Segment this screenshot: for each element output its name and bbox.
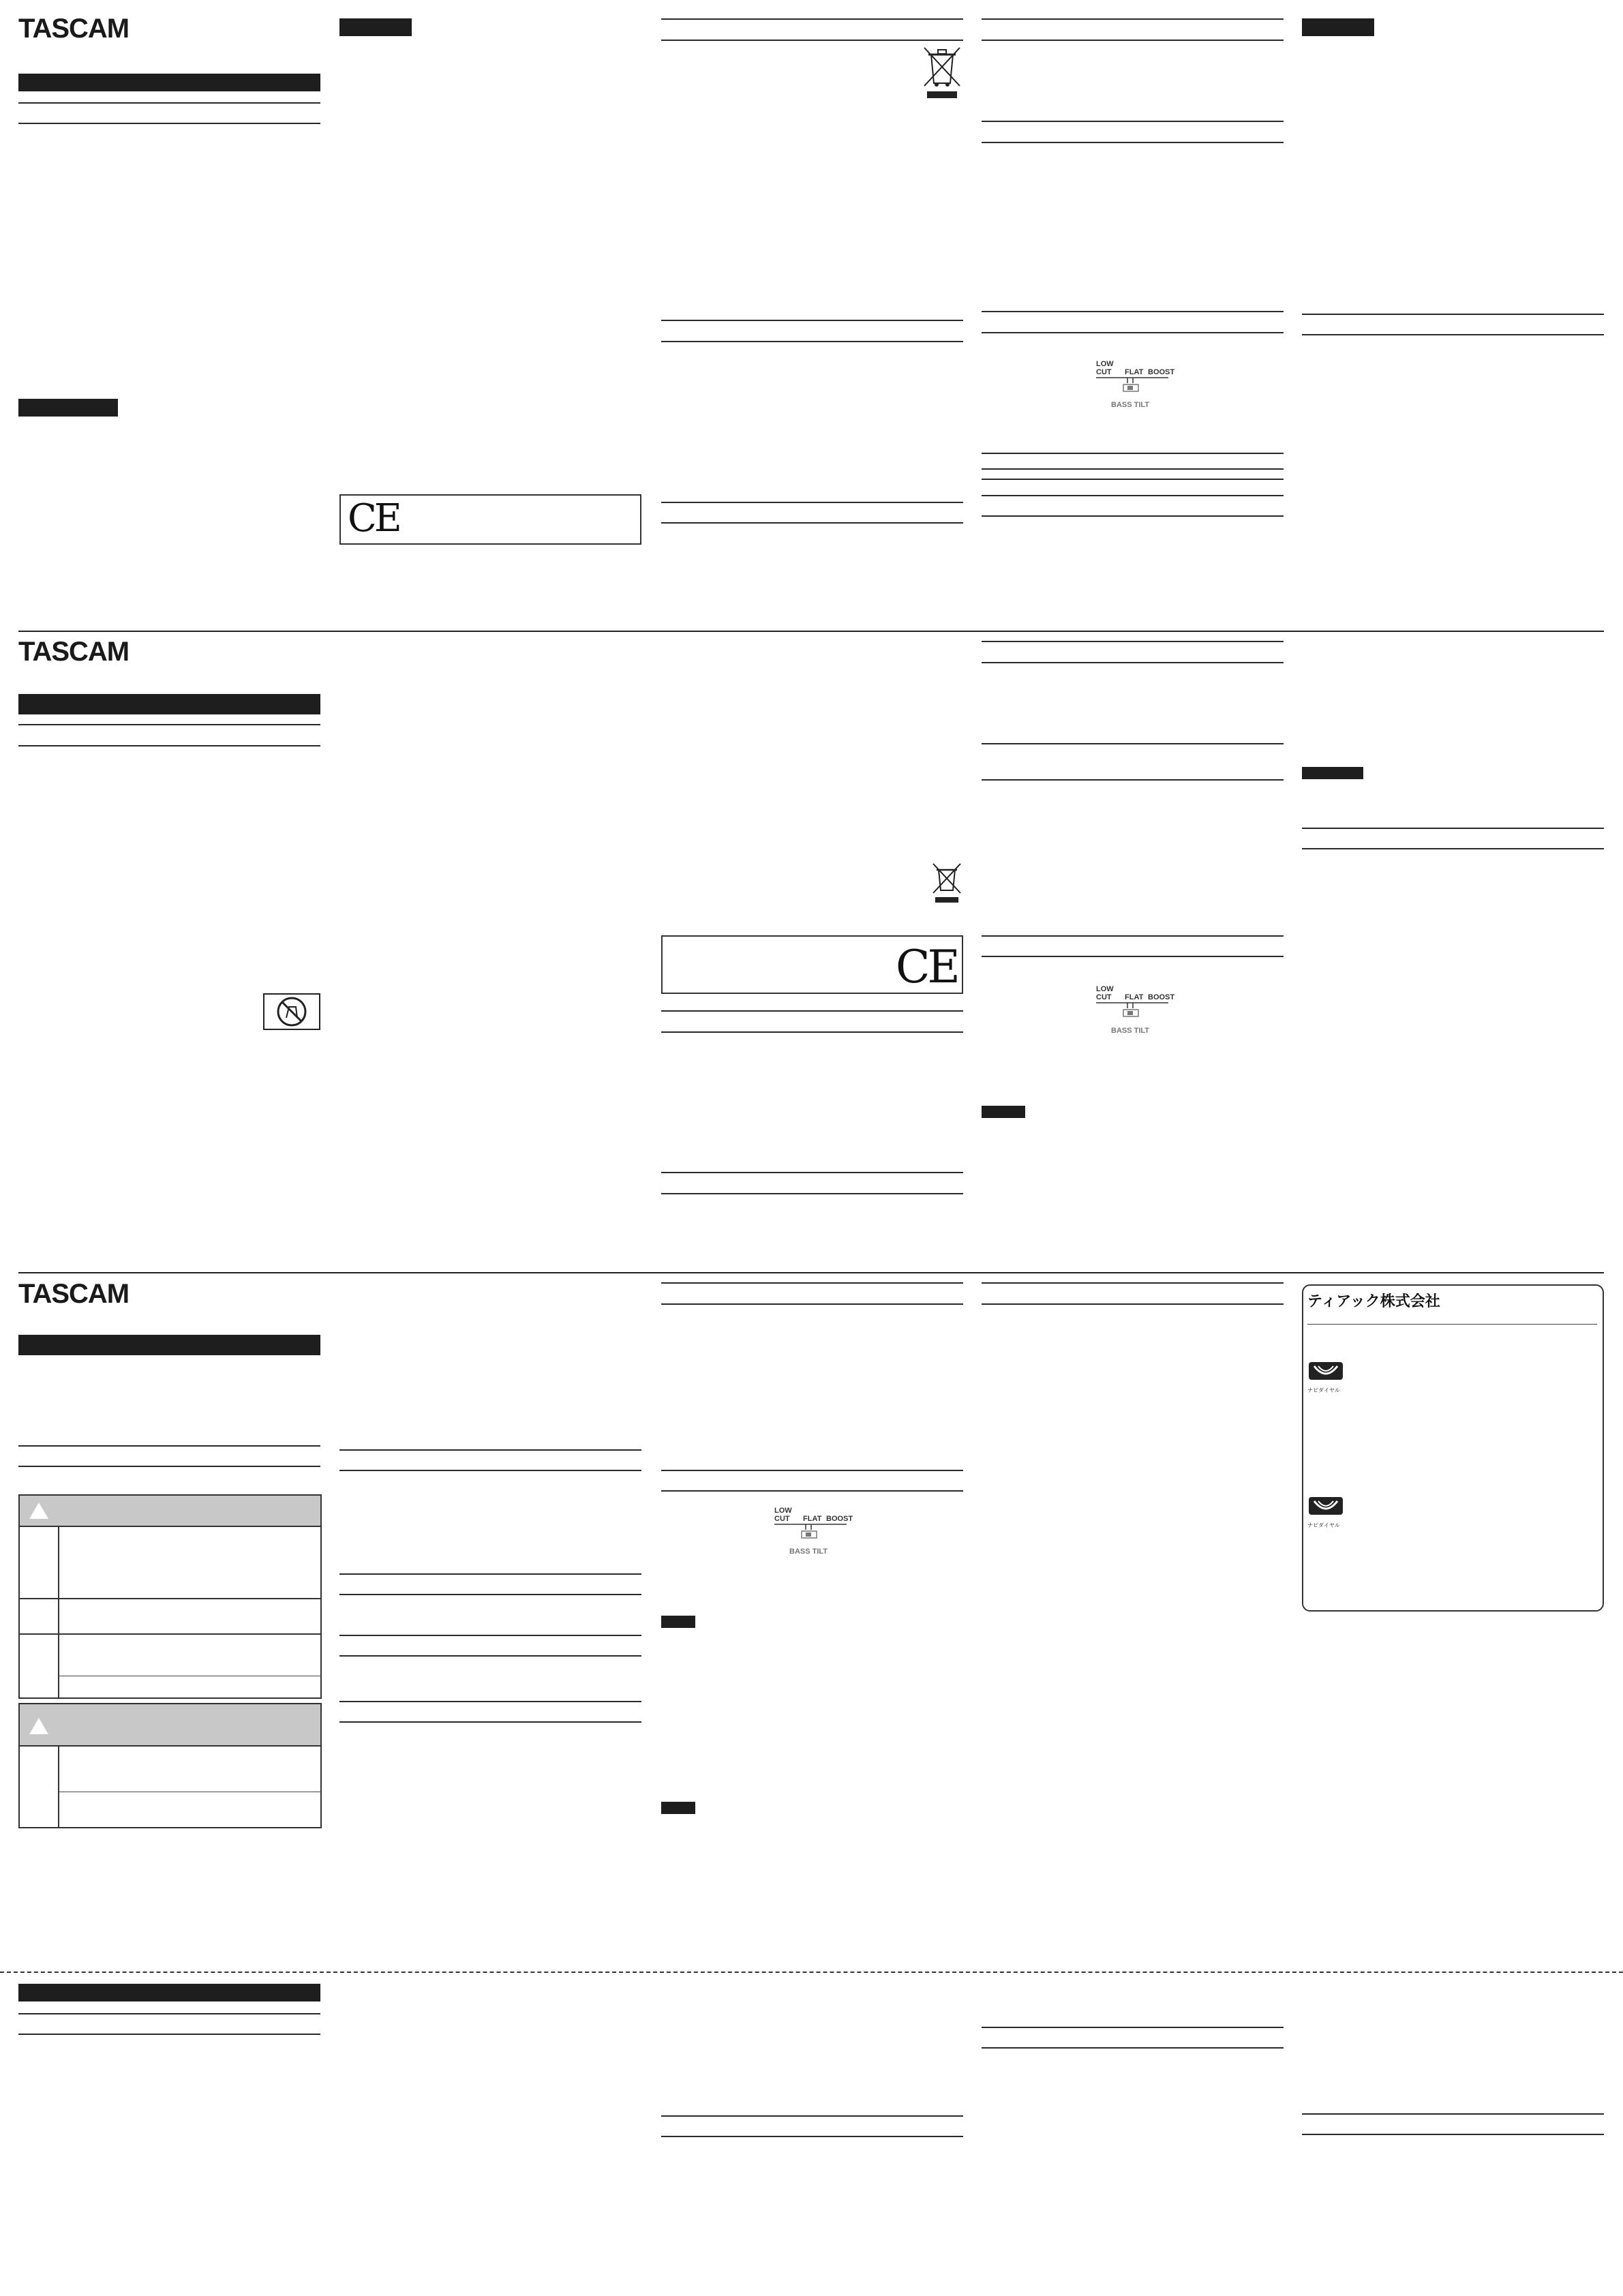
weee-bin-icon <box>922 45 962 101</box>
rule <box>18 123 320 124</box>
rule <box>661 320 963 321</box>
rule <box>661 502 963 503</box>
rule <box>982 479 1284 480</box>
rule <box>661 1031 963 1033</box>
bass-tilt-low-label: LOW <box>1096 985 1114 993</box>
rule <box>982 332 1284 333</box>
subheading-bar <box>339 18 412 36</box>
column-divider <box>58 1745 59 1828</box>
rule <box>339 1655 641 1657</box>
navi-dial-icon <box>1307 1361 1344 1388</box>
bass-tilt-boost-label: BOOST <box>1148 993 1175 1001</box>
cut-line <box>0 1972 1623 1973</box>
rule <box>1302 2113 1604 2115</box>
ce-mark-icon: CE <box>348 496 399 541</box>
bass-tilt-caption: BASS TILT <box>789 1547 828 1556</box>
rule <box>661 2136 963 2137</box>
bass-tilt-switch-icon <box>1095 376 1170 394</box>
warning-triangle-icon <box>29 1502 48 1519</box>
subheading-bar <box>18 399 118 417</box>
rule <box>1302 848 1604 849</box>
caution-header <box>18 1703 322 1747</box>
bass-tilt-flat-label: FLAT <box>1125 368 1144 376</box>
note-label-bar <box>982 1106 1025 1118</box>
bass-tilt-low-label: LOW <box>774 1507 792 1515</box>
rule <box>661 1490 963 1492</box>
subheading-bar <box>1302 767 1363 779</box>
warning-row <box>18 1598 322 1635</box>
rule <box>339 1635 641 1636</box>
rule <box>982 2027 1284 2028</box>
rule <box>982 515 1284 517</box>
section-heading-bar <box>18 694 320 714</box>
rule <box>982 641 1284 642</box>
rule <box>1307 1324 1597 1325</box>
rule <box>982 453 1284 454</box>
japanese-contact-box <box>1302 1284 1604 1612</box>
note-label-bar <box>661 1616 695 1628</box>
rule <box>661 1282 963 1284</box>
ce-notice-box <box>339 494 641 545</box>
rule <box>18 724 320 725</box>
bass-tilt-switch-icon <box>1095 1001 1170 1019</box>
bass-tilt-low-label: LOW <box>1096 360 1114 368</box>
bass-tilt-flat-label: FLAT <box>803 1515 822 1523</box>
rule <box>661 2115 963 2117</box>
tascam-logo: TASCAM <box>18 1279 130 1309</box>
section-heading-bar <box>18 1335 320 1355</box>
rule <box>982 142 1284 143</box>
rule <box>1302 314 1604 315</box>
weee-bin-icon <box>931 862 962 904</box>
rule <box>982 662 1284 663</box>
rule <box>339 1594 641 1595</box>
column-divider <box>58 1526 59 1699</box>
tascam-logo: TASCAM <box>18 637 130 667</box>
rule <box>982 779 1284 781</box>
bass-tilt-switch-icon <box>773 1523 848 1541</box>
rule <box>18 102 320 104</box>
note-label-bar <box>661 1802 695 1814</box>
rule <box>1302 334 1604 335</box>
bass-tilt-cut-label: CUT <box>1096 993 1112 1001</box>
no-stack-warning-icon <box>263 993 320 1030</box>
bass-tilt-flat-label: FLAT <box>1125 993 1144 1001</box>
rule <box>1302 2134 1604 2135</box>
rule <box>982 40 1284 41</box>
bass-tilt-caption: BASS TILT <box>1111 401 1150 409</box>
ce-mark-icon: CE <box>896 941 958 993</box>
section-heading-bar <box>18 74 320 91</box>
rule <box>661 1193 963 1194</box>
rule <box>982 743 1284 744</box>
rule <box>982 121 1284 122</box>
rule <box>982 1303 1284 1305</box>
warning-row <box>18 1526 322 1599</box>
rule <box>18 1445 320 1447</box>
rule <box>1302 828 1604 829</box>
bass-tilt-cut-label: CUT <box>1096 368 1112 376</box>
section-divider <box>18 1272 1604 1273</box>
navi-dial-label: ナビダイヤル <box>1307 1387 1340 1393</box>
rule <box>982 495 1284 496</box>
section-heading-bar <box>18 1984 320 2002</box>
caution-row <box>18 1745 322 1828</box>
rule <box>661 1172 963 1173</box>
rule <box>661 1303 963 1305</box>
rule <box>18 1466 320 1467</box>
rule <box>661 1010 963 1012</box>
rule <box>982 311 1284 312</box>
rule <box>18 745 320 746</box>
rule <box>18 2034 320 2035</box>
rule <box>339 1470 641 1471</box>
bass-tilt-boost-label: BOOST <box>1148 368 1175 376</box>
rule <box>661 1470 963 1471</box>
warning-row <box>18 1633 322 1699</box>
rule <box>982 18 1284 20</box>
rule <box>982 1282 1284 1284</box>
rule <box>982 956 1284 957</box>
rule <box>339 1573 641 1575</box>
section-divider <box>18 631 1604 632</box>
rule <box>339 1701 641 1702</box>
subheading-bar <box>1302 18 1374 36</box>
company-name: ティアック株式会社 <box>1307 1293 1440 1310</box>
navi-dial-label: ナビダイヤル <box>1307 1522 1340 1528</box>
rule <box>18 2013 320 2014</box>
ce-notice-box <box>661 935 963 994</box>
rule <box>339 1449 641 1451</box>
bass-tilt-boost-label: BOOST <box>826 1515 853 1523</box>
tascam-logo: TASCAM <box>18 14 130 44</box>
rule <box>982 935 1284 937</box>
bass-tilt-cut-label: CUT <box>774 1515 790 1523</box>
bass-tilt-caption: BASS TILT <box>1111 1027 1150 1035</box>
warning-triangle-icon <box>29 1718 48 1734</box>
rule <box>661 522 963 524</box>
rule <box>661 18 963 20</box>
rule <box>339 1721 641 1723</box>
warning-header <box>18 1494 322 1527</box>
rule <box>661 40 963 41</box>
rule <box>661 341 963 342</box>
rule <box>982 2047 1284 2049</box>
rule <box>982 468 1284 470</box>
navi-dial-icon <box>1307 1496 1344 1523</box>
